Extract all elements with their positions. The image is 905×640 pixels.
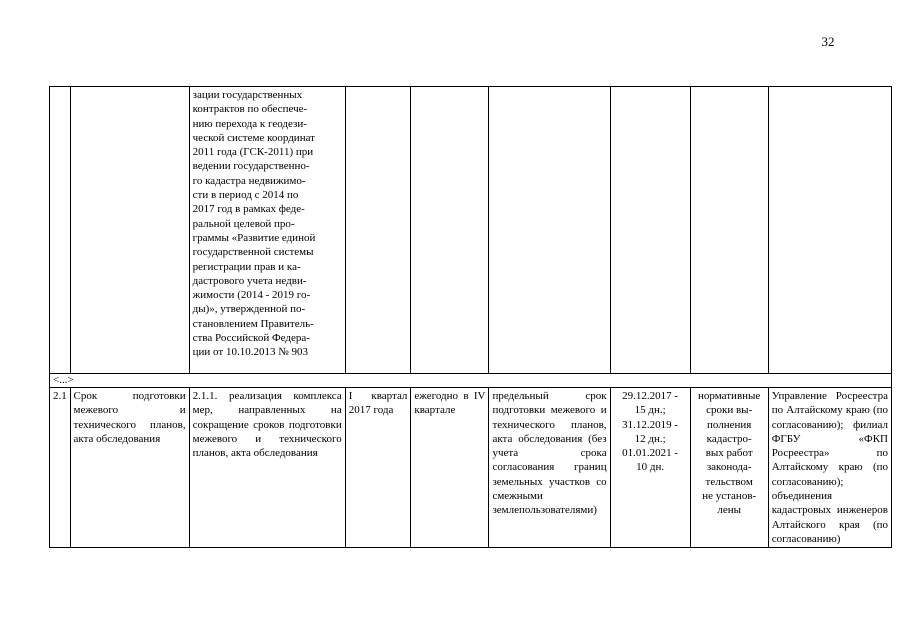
cell-target-empty	[489, 87, 610, 374]
cell-indicator: Срок подготовки межевого и технического планов, акта обследования	[70, 388, 189, 548]
cell-current	[690, 388, 768, 548]
cell-target: предельный срок подготовки межевого и технического планов, акта обследования (без учета срока согласования границ земельных участков со смежными землепользователями)	[489, 388, 610, 548]
cell-current-empty	[690, 87, 768, 374]
dates-text: 29.12.2017 - 15 дн.; 31.12.2019 - 12 дн.; 01.01.2021 - 10 дн.	[622, 390, 679, 474]
table-row-omitted	[50, 374, 892, 388]
cell-dates-empty	[610, 87, 690, 374]
cell-start: I квартал 2017 года	[345, 388, 411, 548]
measure-continued-text: зации государственных контрактов по обеспече- нию перехода к геодези- ческой системе координат 2011 года (ГСК-2011) при ведении государственно- го кадастра недвижимо- сти в период с 2014 по 2017 год в рамках феде- ральной целевой про- граммы «Развитие единой государственной системы регистрации прав и ка- дастрового учета недви- жимости (2014 - 2019 го- ды)», утвержденной по- становлением Правитель- ства Российской Федера- ции от 10.10.2013 № 903	[192, 89, 316, 359]
cell-num-empty	[50, 87, 71, 374]
cell-responsible: Управление Росреестра по Алтайскому краю (по согласованию); филиал ФГБУ «ФКП Росреестра» по Алтайскому краю (по согласованию); объединения кадастровых инженеров Алтайского края (по согласованию)	[768, 388, 891, 548]
table-row-2-1	[50, 388, 892, 548]
cell-start-empty	[345, 87, 411, 374]
cell-frequency-empty	[411, 87, 489, 374]
table-row-continued	[50, 87, 892, 374]
cell-frequency: ежегодно в IV квартале	[411, 388, 489, 548]
cell-measure-continued	[189, 87, 345, 374]
cell-measure: 2.1.1. реализация комплекса мер, направленных на сокращение сроков подготовки межевого и технического планов, акта обследования	[189, 388, 345, 548]
cell-indicator-empty	[70, 87, 189, 374]
page-number: 32	[821, 34, 835, 49]
cell-responsible-empty	[768, 87, 891, 374]
measures-table	[49, 86, 892, 548]
omitted-marker: <...>	[50, 374, 892, 388]
cell-dates	[610, 388, 690, 548]
cell-num: 2.1	[50, 388, 71, 548]
current-text: нормативные сроки вы- полнения кадастро- вых работ законода- тельством не установ- лены	[698, 390, 761, 517]
